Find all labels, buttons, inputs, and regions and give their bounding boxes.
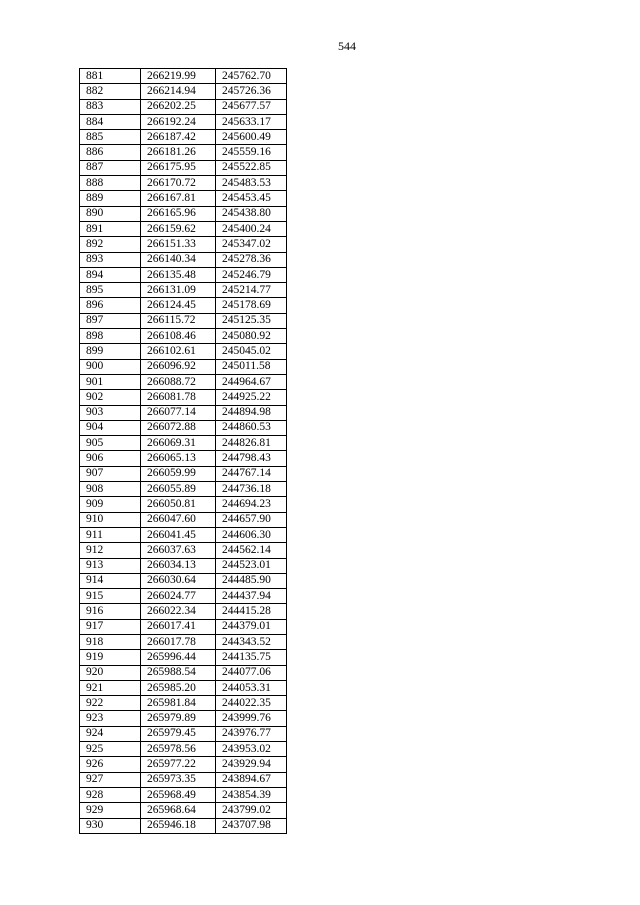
x-coordinate-cell: 266102.61 bbox=[141, 344, 216, 359]
x-coordinate-cell: 266167.81 bbox=[141, 191, 216, 206]
y-coordinate-cell: 243999.76 bbox=[216, 711, 287, 726]
point-number-cell: 911 bbox=[80, 527, 141, 542]
x-coordinate-cell: 266151.33 bbox=[141, 237, 216, 252]
x-coordinate-cell: 266072.88 bbox=[141, 420, 216, 435]
x-coordinate-cell: 266037.63 bbox=[141, 543, 216, 558]
table-row bbox=[80, 742, 287, 757]
table-row bbox=[80, 69, 287, 84]
y-coordinate-cell: 244964.67 bbox=[216, 374, 287, 389]
point-number-cell: 890 bbox=[80, 206, 141, 221]
x-coordinate-cell: 266115.72 bbox=[141, 313, 216, 328]
x-coordinate-cell: 266088.72 bbox=[141, 374, 216, 389]
table-row bbox=[80, 619, 287, 634]
point-number-cell: 928 bbox=[80, 787, 141, 802]
y-coordinate-cell: 244415.28 bbox=[216, 604, 287, 619]
x-coordinate-cell: 265985.20 bbox=[141, 680, 216, 695]
point-number-cell: 892 bbox=[80, 237, 141, 252]
x-coordinate-cell: 266017.41 bbox=[141, 619, 216, 634]
x-coordinate-cell: 266187.42 bbox=[141, 130, 216, 145]
table-row bbox=[80, 160, 287, 175]
y-coordinate-cell: 244562.14 bbox=[216, 543, 287, 558]
y-coordinate-cell: 244135.75 bbox=[216, 650, 287, 665]
y-coordinate-cell: 244694.23 bbox=[216, 497, 287, 512]
point-number-cell: 925 bbox=[80, 742, 141, 757]
table-row bbox=[80, 680, 287, 695]
point-number-cell: 907 bbox=[80, 466, 141, 481]
table-row bbox=[80, 344, 287, 359]
point-number-cell: 930 bbox=[80, 818, 141, 833]
y-coordinate-cell: 245246.79 bbox=[216, 267, 287, 282]
y-coordinate-cell: 245080.92 bbox=[216, 329, 287, 344]
table-row bbox=[80, 803, 287, 818]
point-number-cell: 888 bbox=[80, 176, 141, 191]
y-coordinate-cell: 244860.53 bbox=[216, 420, 287, 435]
y-coordinate-cell: 245600.49 bbox=[216, 130, 287, 145]
x-coordinate-cell: 266047.60 bbox=[141, 512, 216, 527]
coordinates-table bbox=[79, 68, 287, 834]
point-number-cell: 912 bbox=[80, 543, 141, 558]
point-number-cell: 883 bbox=[80, 99, 141, 114]
point-number-cell: 909 bbox=[80, 497, 141, 512]
y-coordinate-cell: 245347.02 bbox=[216, 237, 287, 252]
point-number-cell: 887 bbox=[80, 160, 141, 175]
point-number-cell: 904 bbox=[80, 420, 141, 435]
table-row bbox=[80, 374, 287, 389]
point-number-cell: 895 bbox=[80, 283, 141, 298]
table-row bbox=[80, 191, 287, 206]
y-coordinate-cell: 244657.90 bbox=[216, 512, 287, 527]
y-coordinate-cell: 245214.77 bbox=[216, 283, 287, 298]
point-number-cell: 882 bbox=[80, 84, 141, 99]
x-coordinate-cell: 266202.25 bbox=[141, 99, 216, 114]
table-row bbox=[80, 420, 287, 435]
point-number-cell: 923 bbox=[80, 711, 141, 726]
y-coordinate-cell: 245011.58 bbox=[216, 359, 287, 374]
point-number-cell: 900 bbox=[80, 359, 141, 374]
table-row bbox=[80, 818, 287, 833]
point-number-cell: 902 bbox=[80, 390, 141, 405]
y-coordinate-cell: 243854.39 bbox=[216, 787, 287, 802]
x-coordinate-cell: 266069.31 bbox=[141, 436, 216, 451]
point-number-cell: 924 bbox=[80, 726, 141, 741]
y-coordinate-cell: 243707.98 bbox=[216, 818, 287, 833]
y-coordinate-cell: 245453.45 bbox=[216, 191, 287, 206]
y-coordinate-cell: 245045.02 bbox=[216, 344, 287, 359]
table-row bbox=[80, 604, 287, 619]
y-coordinate-cell: 245178.69 bbox=[216, 298, 287, 313]
x-coordinate-cell: 266065.13 bbox=[141, 451, 216, 466]
table-row bbox=[80, 451, 287, 466]
page-number: 544 bbox=[338, 39, 356, 53]
y-coordinate-cell: 245400.24 bbox=[216, 221, 287, 236]
x-coordinate-cell: 266030.64 bbox=[141, 573, 216, 588]
x-coordinate-cell: 265988.54 bbox=[141, 665, 216, 680]
x-coordinate-cell: 265968.49 bbox=[141, 787, 216, 802]
x-coordinate-cell: 266124.45 bbox=[141, 298, 216, 313]
y-coordinate-cell: 245125.35 bbox=[216, 313, 287, 328]
point-number-cell: 910 bbox=[80, 512, 141, 527]
x-coordinate-cell: 266017.78 bbox=[141, 634, 216, 649]
y-coordinate-cell: 245483.53 bbox=[216, 176, 287, 191]
y-coordinate-cell: 244767.14 bbox=[216, 466, 287, 481]
table-row bbox=[80, 634, 287, 649]
table-row bbox=[80, 252, 287, 267]
point-number-cell: 915 bbox=[80, 589, 141, 604]
point-number-cell: 929 bbox=[80, 803, 141, 818]
y-coordinate-cell: 245278.36 bbox=[216, 252, 287, 267]
y-coordinate-cell: 245726.36 bbox=[216, 84, 287, 99]
table-row bbox=[80, 405, 287, 420]
y-coordinate-cell: 245762.70 bbox=[216, 69, 287, 84]
point-number-cell: 889 bbox=[80, 191, 141, 206]
table-row bbox=[80, 527, 287, 542]
x-coordinate-cell: 266131.09 bbox=[141, 283, 216, 298]
table-row bbox=[80, 298, 287, 313]
table-row bbox=[80, 757, 287, 772]
table-row bbox=[80, 466, 287, 481]
table-row bbox=[80, 512, 287, 527]
point-number-cell: 884 bbox=[80, 114, 141, 129]
table-row bbox=[80, 267, 287, 282]
y-coordinate-cell: 243929.94 bbox=[216, 757, 287, 772]
point-number-cell: 891 bbox=[80, 221, 141, 236]
table-row bbox=[80, 711, 287, 726]
table-row bbox=[80, 313, 287, 328]
table-row bbox=[80, 665, 287, 680]
table-row bbox=[80, 283, 287, 298]
x-coordinate-cell: 265996.44 bbox=[141, 650, 216, 665]
x-coordinate-cell: 266041.45 bbox=[141, 527, 216, 542]
coordinates-table-body bbox=[80, 69, 287, 834]
x-coordinate-cell: 266165.96 bbox=[141, 206, 216, 221]
y-coordinate-cell: 245438.80 bbox=[216, 206, 287, 221]
x-coordinate-cell: 266135.48 bbox=[141, 267, 216, 282]
table-row bbox=[80, 359, 287, 374]
y-coordinate-cell: 245677.57 bbox=[216, 99, 287, 114]
y-coordinate-cell: 245633.17 bbox=[216, 114, 287, 129]
point-number-cell: 901 bbox=[80, 374, 141, 389]
y-coordinate-cell: 244925.22 bbox=[216, 390, 287, 405]
point-number-cell: 908 bbox=[80, 482, 141, 497]
y-coordinate-cell: 244343.52 bbox=[216, 634, 287, 649]
table-row bbox=[80, 589, 287, 604]
point-number-cell: 916 bbox=[80, 604, 141, 619]
point-number-cell: 921 bbox=[80, 680, 141, 695]
x-coordinate-cell: 265981.84 bbox=[141, 696, 216, 711]
x-coordinate-cell: 266077.14 bbox=[141, 405, 216, 420]
table-row bbox=[80, 482, 287, 497]
point-number-cell: 886 bbox=[80, 145, 141, 160]
y-coordinate-cell: 244894.98 bbox=[216, 405, 287, 420]
x-coordinate-cell: 265978.56 bbox=[141, 742, 216, 757]
x-coordinate-cell: 265973.35 bbox=[141, 772, 216, 787]
x-coordinate-cell: 266192.24 bbox=[141, 114, 216, 129]
x-coordinate-cell: 266081.78 bbox=[141, 390, 216, 405]
point-number-cell: 903 bbox=[80, 405, 141, 420]
table-row bbox=[80, 329, 287, 344]
point-number-cell: 881 bbox=[80, 69, 141, 84]
y-coordinate-cell: 244022.35 bbox=[216, 696, 287, 711]
table-row bbox=[80, 99, 287, 114]
point-number-cell: 885 bbox=[80, 130, 141, 145]
y-coordinate-cell: 244379.01 bbox=[216, 619, 287, 634]
y-coordinate-cell: 244798.43 bbox=[216, 451, 287, 466]
x-coordinate-cell: 266050.81 bbox=[141, 497, 216, 512]
table-row bbox=[80, 543, 287, 558]
x-coordinate-cell: 266159.62 bbox=[141, 221, 216, 236]
table-row bbox=[80, 114, 287, 129]
point-number-cell: 920 bbox=[80, 665, 141, 680]
table-row bbox=[80, 558, 287, 573]
table-row bbox=[80, 497, 287, 512]
y-coordinate-cell: 245522.85 bbox=[216, 160, 287, 175]
x-coordinate-cell: 266108.46 bbox=[141, 329, 216, 344]
point-number-cell: 914 bbox=[80, 573, 141, 588]
point-number-cell: 918 bbox=[80, 634, 141, 649]
x-coordinate-cell: 265979.45 bbox=[141, 726, 216, 741]
x-coordinate-cell: 265968.64 bbox=[141, 803, 216, 818]
y-coordinate-cell: 244736.18 bbox=[216, 482, 287, 497]
table-row bbox=[80, 176, 287, 191]
y-coordinate-cell: 244053.31 bbox=[216, 680, 287, 695]
point-number-cell: 898 bbox=[80, 329, 141, 344]
x-coordinate-cell: 266214.94 bbox=[141, 84, 216, 99]
y-coordinate-cell: 243976.77 bbox=[216, 726, 287, 741]
x-coordinate-cell: 266096.92 bbox=[141, 359, 216, 374]
point-number-cell: 897 bbox=[80, 313, 141, 328]
x-coordinate-cell: 265946.18 bbox=[141, 818, 216, 833]
table-row bbox=[80, 772, 287, 787]
x-coordinate-cell: 266034.13 bbox=[141, 558, 216, 573]
x-coordinate-cell: 265977.22 bbox=[141, 757, 216, 772]
table-row bbox=[80, 130, 287, 145]
x-coordinate-cell: 266175.95 bbox=[141, 160, 216, 175]
y-coordinate-cell: 244077.06 bbox=[216, 665, 287, 680]
x-coordinate-cell: 266022.34 bbox=[141, 604, 216, 619]
point-number-cell: 894 bbox=[80, 267, 141, 282]
table-row bbox=[80, 573, 287, 588]
x-coordinate-cell: 266219.99 bbox=[141, 69, 216, 84]
y-coordinate-cell: 244485.90 bbox=[216, 573, 287, 588]
point-number-cell: 899 bbox=[80, 344, 141, 359]
x-coordinate-cell: 266059.99 bbox=[141, 466, 216, 481]
x-coordinate-cell: 266055.89 bbox=[141, 482, 216, 497]
point-number-cell: 922 bbox=[80, 696, 141, 711]
y-coordinate-cell: 244826.81 bbox=[216, 436, 287, 451]
x-coordinate-cell: 266140.34 bbox=[141, 252, 216, 267]
y-coordinate-cell: 244523.01 bbox=[216, 558, 287, 573]
point-number-cell: 919 bbox=[80, 650, 141, 665]
point-number-cell: 896 bbox=[80, 298, 141, 313]
table-row bbox=[80, 787, 287, 802]
y-coordinate-cell: 244437.94 bbox=[216, 589, 287, 604]
table-row bbox=[80, 390, 287, 405]
table-row bbox=[80, 650, 287, 665]
table-row bbox=[80, 237, 287, 252]
point-number-cell: 913 bbox=[80, 558, 141, 573]
y-coordinate-cell: 244606.30 bbox=[216, 527, 287, 542]
table-row bbox=[80, 84, 287, 99]
table-row bbox=[80, 221, 287, 236]
point-number-cell: 906 bbox=[80, 451, 141, 466]
point-number-cell: 905 bbox=[80, 436, 141, 451]
point-number-cell: 927 bbox=[80, 772, 141, 787]
table-row bbox=[80, 726, 287, 741]
table-row bbox=[80, 145, 287, 160]
table-row bbox=[80, 696, 287, 711]
table-row bbox=[80, 436, 287, 451]
x-coordinate-cell: 265979.89 bbox=[141, 711, 216, 726]
point-number-cell: 917 bbox=[80, 619, 141, 634]
x-coordinate-cell: 266170.72 bbox=[141, 176, 216, 191]
y-coordinate-cell: 243894.67 bbox=[216, 772, 287, 787]
y-coordinate-cell: 243953.02 bbox=[216, 742, 287, 757]
y-coordinate-cell: 245559.16 bbox=[216, 145, 287, 160]
x-coordinate-cell: 266181.26 bbox=[141, 145, 216, 160]
point-number-cell: 926 bbox=[80, 757, 141, 772]
x-coordinate-cell: 266024.77 bbox=[141, 589, 216, 604]
y-coordinate-cell: 243799.02 bbox=[216, 803, 287, 818]
point-number-cell: 893 bbox=[80, 252, 141, 267]
table-row bbox=[80, 206, 287, 221]
